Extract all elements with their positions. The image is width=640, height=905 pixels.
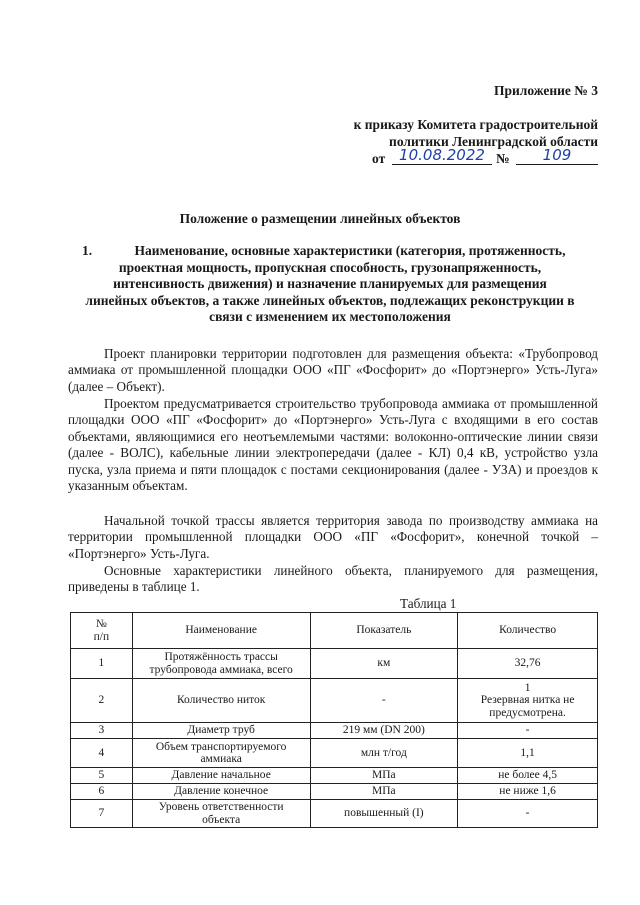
heading-line-2: проектная мощность, пропускная способность, грузонапряженность,: [118, 259, 542, 275]
table-row: 7 Уровень ответственности объекта повышенный (I) -: [71, 800, 598, 828]
order-line-2: политики Ленинградской области: [389, 134, 598, 149]
paragraph-characteristics: Основные характеристики линейного объекта, планируемого для размещения, приведены в таблице 1.: [68, 563, 598, 595]
characteristics-table: [70, 612, 598, 828]
order-line-1: к приказу Комитета градостроительной: [353, 117, 598, 132]
appendix-label: Приложение № 3: [494, 83, 598, 98]
header-name: Наименование: [132, 613, 310, 649]
table-row: 6 Давление конечное МПа не ниже 1,6: [71, 784, 598, 800]
heading-line-5: связи с изменением их местоположения: [209, 309, 451, 324]
section-1-heading: [60, 243, 600, 326]
number-prefix: №: [496, 151, 510, 166]
section-number: 1.: [82, 243, 93, 258]
header-quantity: Количество: [458, 613, 598, 649]
handwritten-number: 109: [516, 146, 598, 165]
table-row: 3 Диаметр труб 219 мм (DN 200) -: [71, 723, 598, 739]
heading-line-4: линейных объектов, а также линейных объектов, подлежащих реконструкции в: [85, 292, 575, 308]
paragraph-route: Начальной точкой трассы является территория завода по производству аммиака на территории промышленной площадки ООО «ПГ «Фосфорит», конечной точкой – «Портэнерго» Усть-Луга.: [68, 513, 598, 561]
document-title: Положение о размещении линейных объектов: [179, 211, 461, 226]
table-row: 4 Объем транспортируемого аммиака млн т/год 1,1: [71, 739, 598, 768]
paragraph-project: Проект планировки территории подготовлен для размещения объекта: «Трубопровод аммиака от промышленной площадки ООО «ПГ «Фосфорит» до «Портэнерго» Усть-Луга» (далее – Объект).: [68, 346, 598, 394]
table-row: 5 Давление начальное МПа не более 4,5: [71, 768, 598, 784]
header-number: № п/п: [71, 613, 133, 649]
table-row: 1 Протяжённость трассы трубопровода аммиака, всего км 32,76: [71, 649, 598, 679]
handwritten-date: 10.08.2022: [392, 146, 492, 165]
heading-line-3: интенсивность движения) и назначение планируемых для размещения: [113, 276, 547, 291]
header-indicator: Показатель: [310, 613, 458, 649]
heading-line-1: Наименование, основные характеристики (категория, протяженность,: [134, 243, 566, 258]
order-date-number: [372, 146, 598, 168]
table-row: 2 Количество ниток - 1 Резервная нитка не предусмотрена.: [71, 679, 598, 723]
paragraph-construction: Проектом предусматривается строительство трубопровода аммиака от промышленной площадки ООО «ПГ «Фосфорит» до «Портэнерго» Усть-Луга с входящими в его состав объектами, являющимися его неотъемлемыми частями: волоконно-оптические линии связи (далее - ВОЛС), кабельные линии электропередачи (далее - КЛ) 0,4 кВ, устройство узла пуска, узла приема и пяти площадок с постами секционирования (далее - УЗА) и проездов к указанным объектам.: [68, 396, 598, 494]
date-prefix: от: [372, 151, 386, 166]
table-header-row: [71, 613, 598, 649]
table-caption: Таблица 1: [400, 596, 457, 611]
